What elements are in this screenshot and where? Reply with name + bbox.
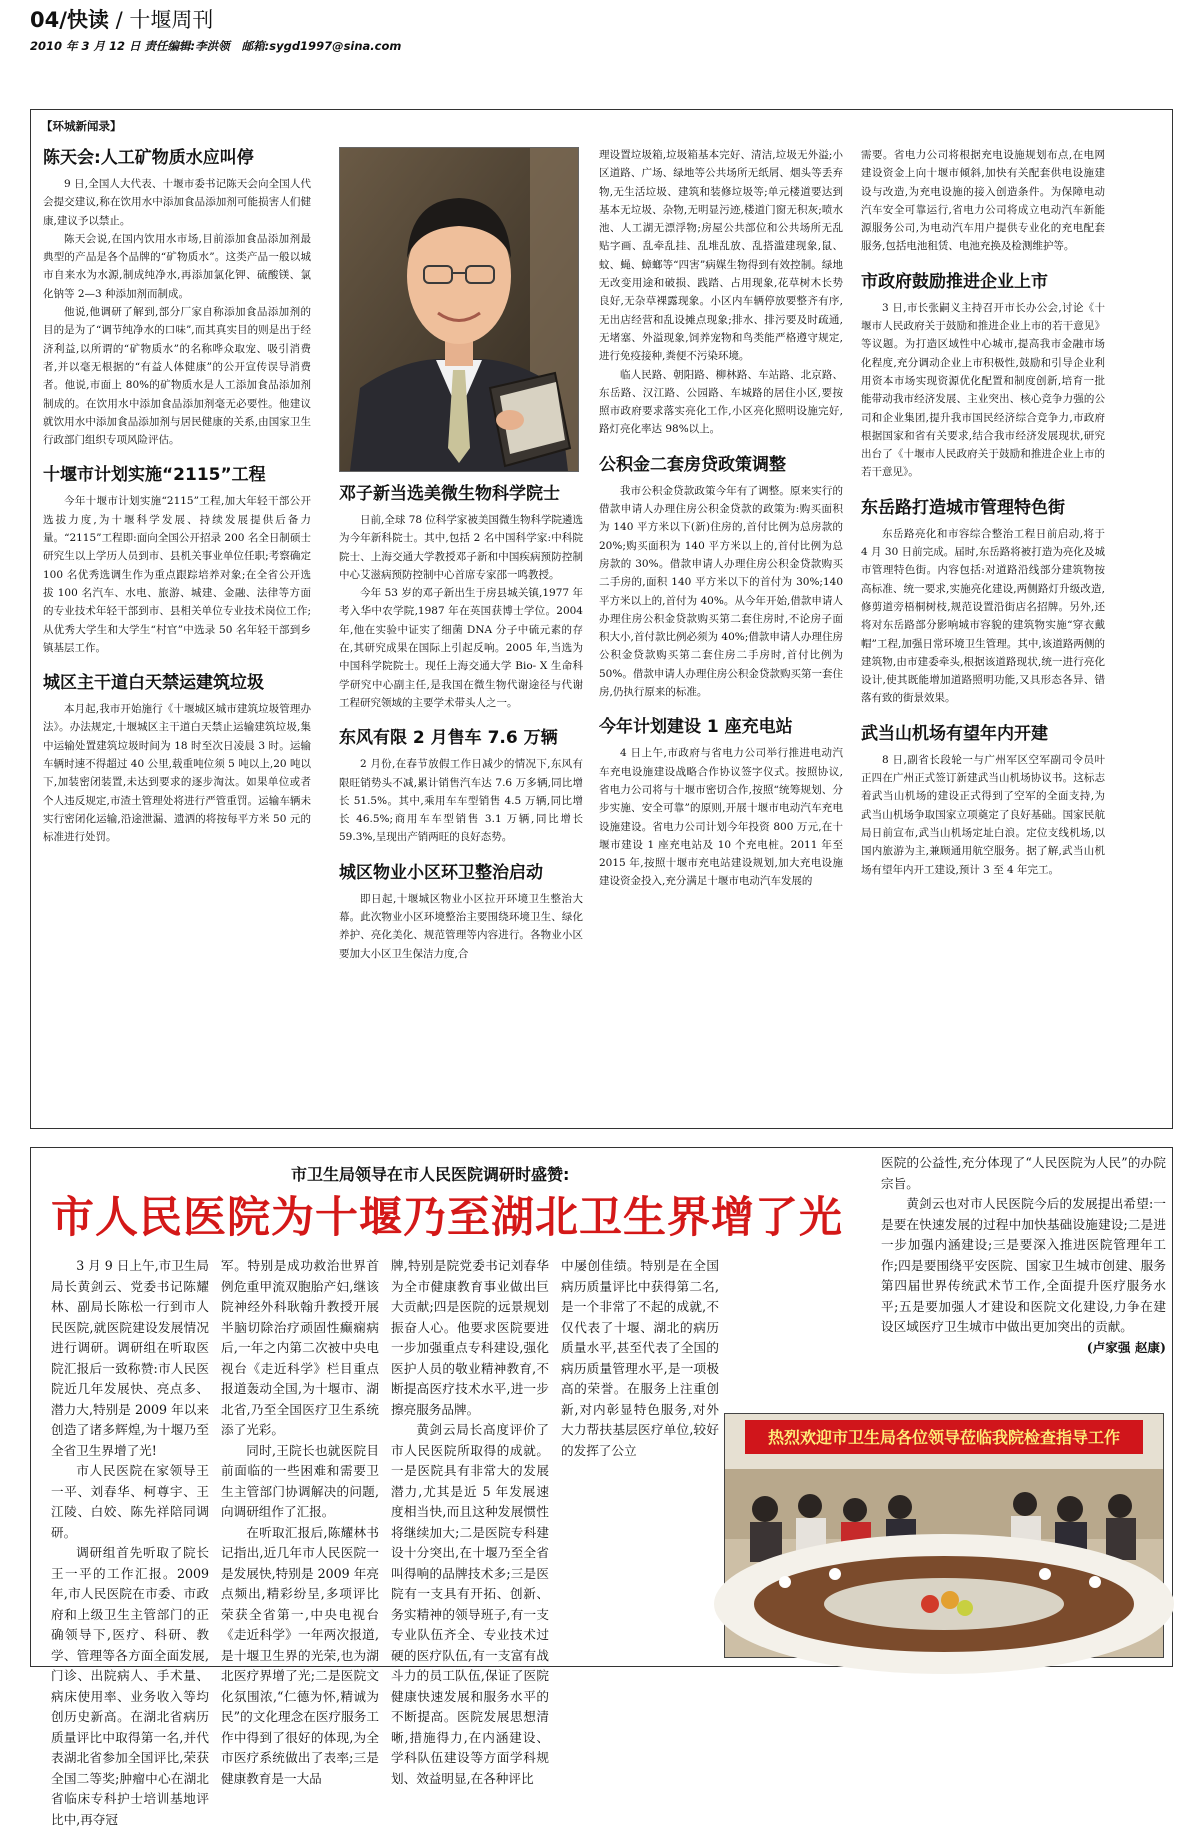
feature-headline: 市人民医院为十堰乃至湖北卫生界增了光 [51,1193,843,1243]
date-editor: 2010 年 3 月 12 日 责任编辑:李洪领 [30,39,230,53]
article-paragraph: 他说,他调研了解到,部分厂家自称添加食品添加剂的目的是为了“调节纯净水的口味”,而其真实目的则是出于经济利益,以所谓的“矿物质水”的名称哗众取宠、吸引消费者,并以毫无根据的“有益人体健康”的公开宣传误导消费者。他说,市面上 80%的矿物质水是人工添加食品添加剂制成的。在饮用水中添加食品添加剂毫无必要性。他建议就饮用水中添加食品添加剂与居民健康的关系,由国家卫生行政部门组织专项风险评估。 [43,306,311,447]
news-column-1 [43,146,311,1121]
feature-paragraph: 调研组首先听取了院长王一平的工作汇报。2009 年,市人民医院在市委、市政府和上级卫生主管部门的正确领导下,医疗、科研、教学、管理等各方面全面发展,门诊、出院病人、手术量、病床使用率、业务收入等均创历史新高。在湖北省病历质量评比中取得第一名,并代表湖北省参加全国评比,荣获全国二等奖;肿瘤中心在湖北省临床专科护士培训基地评比中,再夺冠 [51,1545,209,1827]
feature-column-1 [51,1256,209,1827]
article-headline: 东风有限 2 月售车 7.6 万辆 [339,728,558,749]
feature-paragraph: 医院的公益性,充分体现了“人民医院为人民”的办院宗旨。 [881,1155,1166,1191]
article-headline: 公积金二套房贷政策调整 [599,454,786,475]
article-paragraph: 今年十堰市计划实施“2115”工程,加大年轻干部公开选拔力度,为十堰科学发展、持续发展提供后备力量。“2115”工程即:面向全国公开招录 200 名全日制硕士研究生以上学历人员到市、县机关事业单位任职;考察确定 100 名优秀选调生作为重点跟踪培养对象;在全省公开选拔 100 名汽车、水电、旅游、城建、金融、法律等方面的专业技术年轻干部到市、县相关单位专业技术岗位工作;从优秀大学生和大学生“村官”中选录 50 名年轻干部到乡镇基层工作。 [43,495,311,654]
news-column-3 [599,146,843,1121]
feature-paragraph: 在听取汇报后,陈耀林书记指出,近几年市人民医院一是发展快,特别是 2009 年亮点频出,精彩纷呈,多项评比荣获全省第一,中央电视台《走近科学》一年两次报道,是十堰卫生界的光荣,也为湖北医疗界增了光;二是医院文化氛围浓,“仁德为怀,精诚为民”的文化理念在医疗服务工作中得到了很好的体现,为全市医疗系统做出了表率;三是健康教育是一大品 [221,1524,379,1786]
welcome-banner-text: 热烈欢迎市卫生局各位领导莅临我院检查指导工作 [767,1428,1121,1447]
feature-article [30,1147,1173,1827]
article-headline: 邓子新当选美微生物科学院士 [339,484,560,504]
news-article [599,146,843,439]
issue-info [30,38,401,54]
news-article [599,453,843,702]
section-name: 快读 [66,8,109,32]
article-headline: 东岳路打造城市管理特色街 [861,497,1065,518]
article-headline: 市政府鼓励推进企业上市 [861,271,1048,292]
news-article [861,722,1105,879]
editor-email: 邮箱:sygd1997@sina.com [241,39,402,53]
feature-paragraph: 黄剑云也对市人民医院今后的发展提出希望:一是要在快速发展的过程中加快基础设施建设;二是进一步加强内涵建设;三是要深入推进医院管理年工作;四是要围绕平安医院、国家卫生城市创建、服务第四届世界传统武术节工作,全面提升医疗服务水平;五是要加强人才建设和医院文化建设,力争在建设区域医疗卫生城市中做出更加突出的贡献。 [881,1196,1166,1334]
page-number: 04/ [30,8,67,32]
article-headline: 城区主干道白天禁运建筑垃圾 [43,673,264,694]
article-paragraph: 陈天会说,在国内饮用水市场,目前添加食品添加剂最典型的产品是各个品牌的“矿物质水”。这类产品一般以城市自来水为水源,制成纯净水,再添加氯化钾、硫酸镁、氯化钠等 2—3 种添加剂而制成。 [43,232,311,300]
article-paragraph: 9 日,全国人大代表、十堰市委书记陈天会向全国人代会提交建议,称在饮用水中添加食品添加剂可能损害人们健康,建议予以禁止。 [43,178,311,227]
article-paragraph: 本月起,我市开始施行《十堰城区城市建筑垃圾管理办法》。办法规定,十堰城区主干道白天禁止运输建筑垃圾,集中运输处置建筑垃圾时间为 18 时至次日凌晨 3 时。运输车辆时速不得超过 40 公里,载重吨位须 5 吨以上,20 吨以下,加装密闭装置,未达到要求的逐步淘汰。如果单位或者个人违反规定,市渣土管理处将进行严管重罚。运输车辆未实行密闭化运输,沿途泄漏、遗洒的将按每平方米 50 元的标准进行处罚。 [43,703,311,844]
feature-column-3 [391,1256,549,1786]
feature-byline: (卢家强 赵康) [1086,1339,1166,1355]
paper-name: 十堰周刊 [129,8,214,32]
news-article [339,726,583,846]
meeting-photo [724,1413,1164,1658]
meeting-image [725,1414,1163,1657]
article-paragraph: 8 日,副省长段轮一与广州军区空军副司令员叶正四在广州正式签订新建武当山机场协议书。这标志着武当山机场的建设正式得到了空军的全面支持,为武当山机场争取国家立项奠定了良好基础。国家民航局日前宣布,武当山机场定址白浪。定位支线机场,以国内旅游为主,兼顾通用航空服务。据了解,武当山机场有望年内开工建设,预计 3 至 4 年完工。 [861,753,1105,876]
feature-kicker: 市卫生局领导在市人民医院调研时盛赞: [291,1165,570,1184]
article-headline: 今年计划建设 1 座充电站 [599,717,793,738]
article-paragraph: 2 月份,在春节放假工作日减少的情况下,东风有限旺销势头不减,累计销售汽车达 7.6 万多辆,同比增长 51.5%。其中,乘用车车型销售 4.5 万辆,同比增长 46.5%;商用车车型销售 3.1 万辆,同比增长 59.3%,呈现出产销两旺的良好态势。 [339,758,583,844]
article-headline: 武当山机场有望年内开建 [861,723,1048,744]
article-paragraph: 我市公积金贷款政策今年有了调整。原来实行的借款申请人办理住房公积金贷款的政策为:购买面积为 140 平方米以下(新)住房的,首付比例为总房款的 20%;购买面积为 140 平方米以上的,首付比例为总房款的 30%。借款申请人办理住房公积金贷款购买二手房的,面积 140 平方米以下的首付为 30%;140 平方米以上的,首付为 40%。从今年开始,借款申请人办理住房公积金贷款购买第二套住房时,不论房子面积大小,首付款比例必须为 40%;借款申请人办理住房公积金贷款购买第二套住房二手房时,首付比例为 50%。借款申请人办理住房公积金贷款购买第一套住房,仍执行原来的标准。 [599,484,843,699]
article-paragraph: 4 日上午,市政府与省电力公司举行推进电动汽车充电设施建设战略合作协议签字仪式。按照协议,省电力公司将与十堰市密切合作,按照“统筹规划、分步实施、安全可靠”的原则,开展十堰市电动汽车充电设施建设。省电力公司计划今年投资 800 万元,在十堰市建设 1 座充电站及 10 个充电桩。2011 年至 2015 年,按照十堰市充电站建设规划,加大充电设施建设资金投入,充分满足十堰市电动汽车发展的 [599,747,843,888]
feature-paragraph: 同时,王院长也就医院目前面临的一些困难和需要卫生主管部门协调解决的问题,向调研组作了汇报。 [221,1442,379,1519]
article-paragraph: 即日起,十堰城区物业小区拉开环境卫生整治大幕。此次物业小区环境整治主要围绕环境卫生、绿化养护、亮化美化、规范管理等内容进行。各物业小区要加大小区卫生保洁力度,合 [339,892,583,960]
feature-paragraph: 市人民医院在家领导王一平、刘春华、柯尊宇、王江陵、白姣、陈先祥陪同调研。 [51,1463,209,1540]
portrait-photo [339,147,579,472]
news-article [861,496,1105,708]
feature-paragraph: 中屡创佳绩。特别是在全国病历质量评比中获得第二名,是一个非常了不起的成就,不仅代表了十堰、湖北的病历质量水平,甚至代表了全国的病历质量管理水平,是一项极高的荣誉。在服务上注重创新,对内彰显特色服务,对外大力帮扶基层医疗单位,较好的发挥了公立 [561,1258,719,1458]
article-paragraph: 日前,全球 78 位科学家被美国微生物科学院遴选为今年新科院士。其中,包括 2 名中国科学家:中科院院士、上海交通大学教授邓子新和中国疾病预防控制中心艾滋病预防控制中心首席专家邵一鸣教授。 [339,514,583,581]
masthead [30,4,1170,56]
portrait-image [340,148,578,471]
feature-paragraph: 军。特别是成功救治世界首例危重甲流双胞胎产妇,继该院神经外科耿翰升教授开展半脑切除治疗顽固性癫痫病后,一年之内第二次被中央电视台《走近科学》栏目重点报道轰动全国,为十堰市、湖北省,乃至全国医疗卫生系统添了光彩。 [221,1258,379,1437]
feature-paragraph: 牌,特别是院党委书记刘春华为全市健康教育事业做出巨大贡献;四是医院的远景规划振奋人心。他要求医院要进一步加强重点专科建设,强化医护人员的敬业精神教育,不断提高医疗技术水平,进一步擦亮服务品牌。 [391,1258,549,1417]
feature-column-5 [881,1153,1166,1408]
news-article [43,671,311,846]
feature-paragraph: 黄剑云局长高度评价了市人民医院所取得的成就。一是医院具有非常大的发展潜力,尤其是近 5 年发展速度相当快,而且这种发展惯性将继续加大;二是医院专科建设十分突出,在十堰乃至全省叫得响的品牌技术多;三是医院有一支具有开拓、创新、务实精神的领导班子,有一支专业队伍齐全、专业技术过硬的医疗队伍,有一支富有战斗力的员工队伍,保证了医院健康快速发展和服务水平的不断提高。医院发展思想清晰,措施得力,在内涵建设、学科队伍建设等方面学科规划、效益明显,在各种评比 [391,1422,549,1786]
article-paragraph: 今年 53 岁的邓子新出生于房县城关镇,1977 年考入华中农学院,1987 年在英国获博士学位。2004 年,他在实验中证实了细菌 DNA 分子中硫元素的存在,其研究成果在国际上引起反响。2005 年,当选为中国科学院院士。现任上海交通大学 Bio- X 生命科学研究中心副主任,是我国在微生物代谢途径与代谢工程研究领域的主要学术带头人之一。 [339,587,583,709]
news-article [339,861,583,963]
news-article [43,146,311,449]
news-article [339,482,583,712]
feature-paragraph: 3 月 9 日上午,市卫生局局长黄剑云、党委书记陈耀林、副局长陈松一行到市人民医院,就医院建设发展情况进行调研。调研组在听取医院汇报后一致称赞:市人民医院近几年发展快、亮点多、潜力大,特别是 2009 年以来创造了诸多辉煌,为十堰乃至全省卫生界增了光! [51,1258,209,1458]
news-column-2 [339,482,583,1122]
article-paragraph: 临人民路、朝阳路、柳林路、车站路、北京路、东岳路、汉江路、公园路、车城路的居住小区,要按照市政府要求落实亮化工作,小区亮化照明设施完好,路灯亮化率达 98%以上。 [599,368,843,436]
article-headline: 城区物业小区环卫整治启动 [339,862,543,883]
article-headline: 十堰市计划实施“2115”工程 [43,465,266,486]
section-heading: 04/快读 / 十堰周刊 [30,8,214,32]
article-paragraph: 理设置垃圾箱,垃圾箱基本完好、清洁,垃圾无外溢;小区道路、广场、绿地等公共场所无纸屑、烟头等丢弃物,无生活垃圾、建筑和装修垃圾等;单元楼道要达到基本无垃圾、杂物,无明显污迹,楼道门窗无积灰;喷水池、人工湖无漂浮物;房屋公共部位和公共场所无乱贴字画、乱牵乱挂、乱堆乱放、乱搭滥建现象,鼠、蚊、蝇、蟑螂等“四害”病媒生物得到有效控制。绿地无改变用途和破损、践踏、占用现象,花草树木长势良好,无杂草裸露现象。小区内车辆停放要整齐有序,无出店经营和乱设摊点现象;排水、排污要及时疏通,无堵塞、外溢现象,饲养宠物和鸟类能严格遵守规定,进行免疫接种,粪便不污染环境。 [599,149,843,363]
city-news-box [30,109,1173,1129]
article-headline: 陈天会:人工矿物质水应叫停 [43,148,254,168]
news-article [43,463,311,657]
news-column-4 [861,146,1105,1121]
feature-column-2 [221,1256,379,1786]
article-paragraph: 东岳路亮化和市容综合整治工程日前启动,将于 4 月 30 日前完成。届时,东岳路将被打造为亮化及城市管理特色街。内容包括:对道路沿线部分建筑物按高标准、统一要求,实施亮化建设,两侧路灯升级改造,修剪道旁梧桐树枝,规范设置沿街店名招牌。另外,还将对东岳路部分影响城市容貌的建筑物实施“穿衣戴帽”工程,加强日常环境卫生管理。其中,该道路两侧的建筑物,由市建委牵头,根据该道路现状,统一进行亮化设计,使其既能增加道路照明功能,又具形态各异、错落有致的街景效果。 [861,527,1105,705]
section-tag: 【环城新闻录】 [41,119,122,133]
news-article [599,715,843,890]
news-article [861,146,1105,256]
article-paragraph: 需要。省电力公司将根据充电设施规划布点,在电网建设资金上向十堰市倾斜,加快有关配套供电设施建设与改造,为充电设施的接入创造条件。为保障电动汽车安全可靠运行,省电力公司将成立电动汽车新能源服务公司,为电动汽车用户提供专业化的充电配套服务,包括电池租赁、电池充换及检测维护等。 [861,149,1105,253]
news-article [861,270,1105,482]
article-paragraph: 3 日,市长张嗣义主持召开市长办公会,讨论《十堰市人民政府关于鼓励和推进企业上市的若干意见》等议题。为打造区域性中心城市,提高我市金融市场化程度,充分调动企业上市积极性,鼓励和引导企业利用资本市场实现资源优化配置和制度创新,培育一批能带动我市经济发展、主业突出、核心竞争力强的公司和企业集团,提升我市国民经济综合竞争力,市政府根据国家和省有关要求,结合我市经济发展现状,研究出台了《十堰市人民政府关于鼓励和推进企业上市的若干意见》。 [861,301,1105,479]
feature-column-4 [561,1256,719,1458]
